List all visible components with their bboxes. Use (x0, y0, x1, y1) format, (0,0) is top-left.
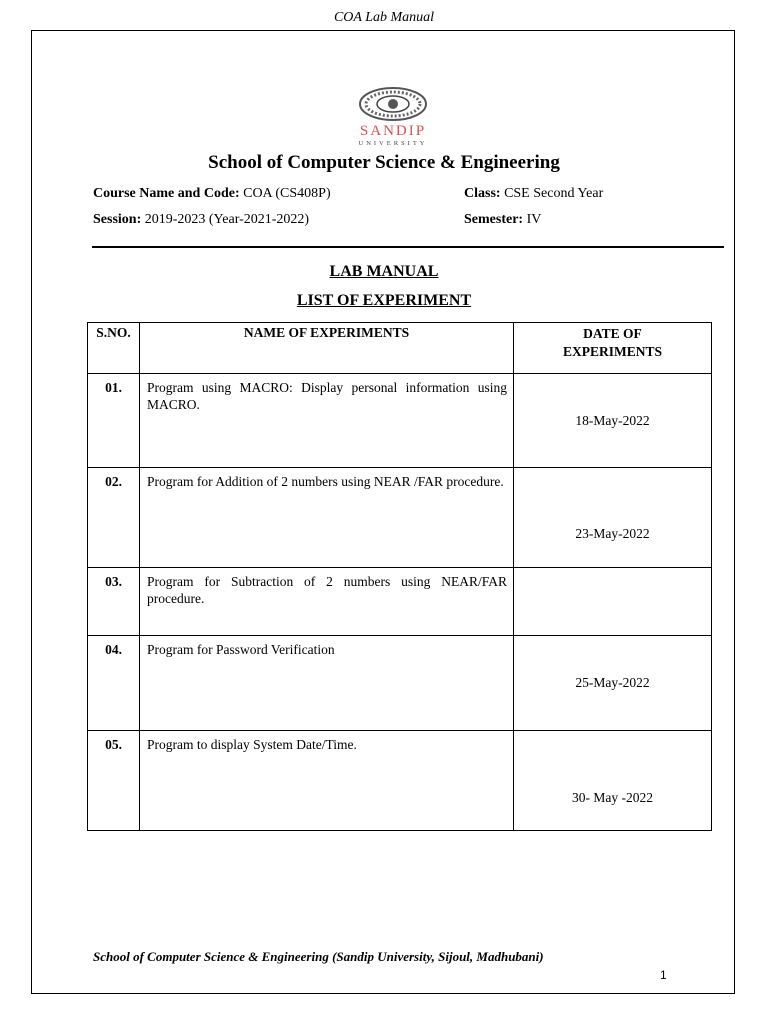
row-name: Program for Addition of 2 numbers using NEAR /FAR procedure. (140, 468, 514, 568)
row-name: Program for Subtraction of 2 numbers using NEAR/FAR procedure. (140, 568, 514, 636)
semester-line (464, 212, 541, 228)
row-sno: 02. (88, 468, 140, 568)
row-sno: 03. (88, 568, 140, 636)
row-name: Program using MACRO: Display personal information using MACRO. (140, 374, 514, 468)
table-row (88, 468, 712, 568)
session-line (93, 212, 309, 228)
row-sno: 01. (88, 374, 140, 468)
row-sno: 04. (88, 636, 140, 731)
table-header-row (88, 323, 712, 374)
university-logo (338, 86, 448, 148)
session-label: Session: (93, 212, 142, 227)
table-row (88, 568, 712, 636)
table-row (88, 374, 712, 468)
logo-subtitle: UNIVERSITY (358, 140, 428, 147)
emblem-icon (360, 88, 426, 120)
list-title: LIST OF EXPERIMENT (296, 292, 472, 309)
class-line (464, 186, 603, 202)
school-title: School of Computer Science & Engineering (208, 152, 560, 173)
row-name: Program for Password Verification (140, 636, 514, 731)
course-name-label: Course Name and Code: (93, 186, 240, 201)
page-number: 1 (660, 968, 667, 982)
session-value: 2019-2023 (Year-2021-2022) (144, 212, 310, 227)
header-date-text: DATE OF EXPERIMENTS (562, 326, 662, 359)
running-header: COA Lab Manual (333, 10, 435, 25)
row-date (514, 568, 712, 636)
row-date: 18-May-2022 (514, 374, 712, 468)
row-date: 30- May -2022 (514, 731, 712, 831)
row-date: 23-May-2022 (514, 468, 712, 568)
course-name-value: COA (CS408P) (243, 186, 331, 201)
experiments-table (87, 322, 712, 831)
row-date: 25-May-2022 (514, 636, 712, 731)
table-row (88, 636, 712, 731)
row-name: Program to display System Date/Time. (140, 731, 514, 831)
table-row (88, 731, 712, 831)
class-label: Class: (464, 186, 501, 201)
header-name: NAME OF EXPERIMENTS (140, 323, 514, 374)
page-footer: School of Computer Science & Engineering (Sandip University, Sijoul, Madhubani) (93, 949, 544, 964)
header-sno: S.NO. (88, 323, 140, 374)
semester-label: Semester: (464, 212, 524, 227)
course-name-line (93, 186, 331, 202)
semester-value: IV (526, 212, 542, 227)
header-divider (92, 246, 724, 248)
header-date (514, 323, 712, 374)
class-value: CSE Second Year (504, 186, 604, 201)
row-sno: 05. (88, 731, 140, 831)
logo-wordmark: SANDIP (359, 123, 427, 139)
lab-manual-title: LAB MANUAL (329, 263, 439, 280)
